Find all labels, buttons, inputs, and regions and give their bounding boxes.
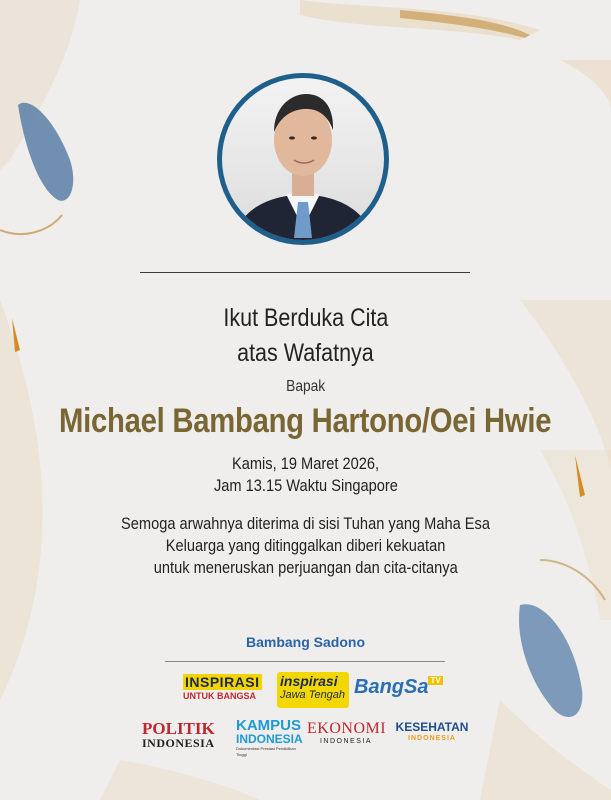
portrait-illustration	[222, 78, 384, 240]
condolence-heading-line2: atas Wafatnya	[237, 339, 374, 367]
ekonomi-indonesia-logo	[307, 720, 385, 750]
sender-name: Bambang Sadono	[245, 634, 365, 650]
message-line2: Keluarga yang ditinggalkan diberi kekuatan	[165, 536, 446, 555]
bangsa-logo-badge: TV	[430, 676, 441, 685]
kampus-logo-tagline: Dokumentasi Prestasi Pendidikan Tinggi	[236, 746, 296, 757]
bottom-divider	[165, 661, 445, 662]
message-line3: untuk meneruskan perjuangan dan cita-citanya	[153, 558, 458, 577]
jateng-logo-text: inspirasi	[280, 673, 338, 689]
portrait-photo	[222, 78, 384, 240]
top-divider	[140, 272, 470, 273]
jateng-logo-subtext: Jawa Tengah	[280, 689, 346, 701]
kesehatan-logo-subtext: INDONESIA	[408, 735, 456, 742]
politik-logo-text: POLITIK	[142, 719, 215, 738]
politik-indonesia-logo	[142, 720, 230, 752]
kesehatan-indonesia-logo	[392, 720, 472, 750]
kesehatan-logo-text: KESEHATAN	[395, 720, 469, 734]
deceased-name: Michael Bambang Hartono/Oei Hwie	[59, 402, 552, 440]
message-line1: Semoga arwahnya diterima di sisi Tuhan yang Maha Esa	[121, 514, 490, 533]
portrait-frame	[217, 73, 389, 245]
politik-logo-subtext: INDONESIA	[142, 736, 215, 750]
time-text: Jam 13.15 Waktu Singapore	[213, 476, 398, 495]
kampus-indonesia-logo	[236, 718, 306, 756]
kampus-logo-text: KAMPUS	[236, 717, 302, 734]
date-text: Kamis, 19 Maret 2026,	[231, 454, 380, 473]
bangsa-tv-logo	[354, 676, 441, 706]
honorific-text: Bapak	[285, 378, 326, 395]
inspirasi-untuk-bangsa-logo	[183, 674, 263, 708]
condolence-heading-line1: Ikut Berduka Cita	[223, 304, 388, 332]
ekonomi-logo-text: EKONOMI	[307, 720, 387, 737]
inspirasi-logo-text: INSPIRASI	[185, 674, 260, 690]
kampus-logo-subtext: INDONESIA	[236, 732, 303, 746]
ekonomi-logo-subtext: INDONESIA	[319, 738, 372, 745]
inspirasi-jawa-tengah-logo	[277, 672, 349, 708]
inspirasi-logo-subtext: UNTUK BANGSA	[183, 691, 256, 701]
bangsa-logo-text: BangSa	[354, 676, 429, 698]
